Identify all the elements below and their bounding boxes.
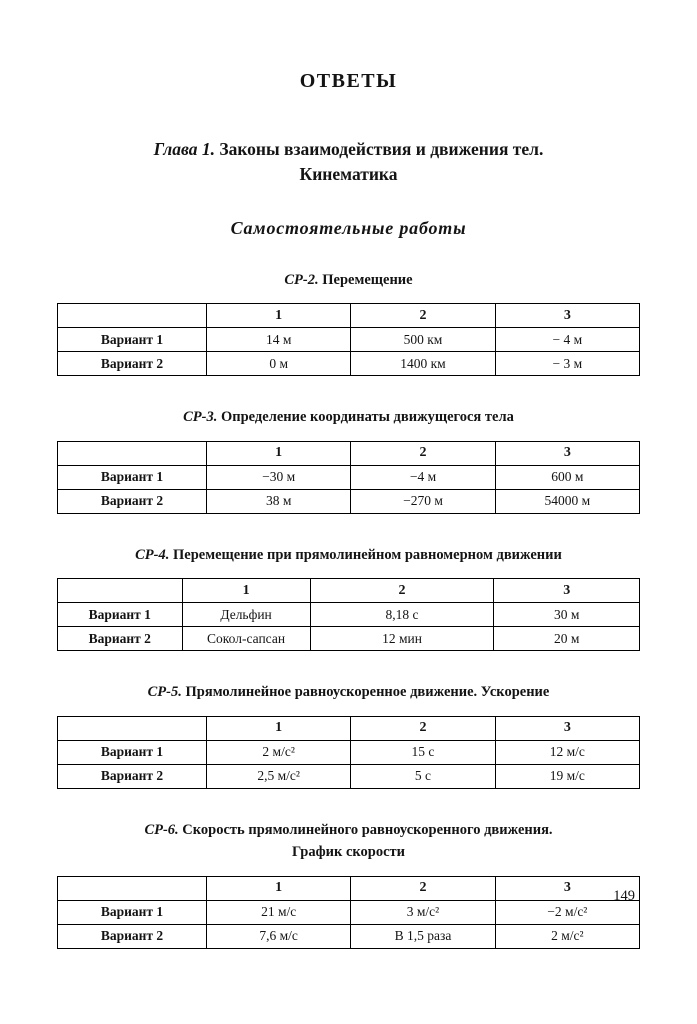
chapter-heading <box>20 137 677 188</box>
corner-cell <box>58 441 207 465</box>
answer-cell: 20 м <box>494 627 640 651</box>
row-label: Вариант 2 <box>58 924 207 948</box>
table-row <box>58 328 640 352</box>
page-number: 149 <box>613 888 635 904</box>
chapter-heading-line2: Кинематика <box>299 164 398 185</box>
table-row <box>58 465 640 489</box>
answers-table-sr6 <box>57 876 640 949</box>
row-label: Вариант 1 <box>58 603 183 627</box>
answers-section-sr6 <box>57 819 640 949</box>
column-header: 3 <box>495 441 639 465</box>
answer-cell: 3 м/с² <box>351 900 495 924</box>
chapter-heading-line1 <box>20 137 677 162</box>
table-title-prefix: СР-3. <box>183 409 218 426</box>
answer-cell: 30 м <box>494 603 640 627</box>
table-title <box>57 681 640 703</box>
answers-table-sr5 <box>57 716 640 789</box>
table-row <box>58 489 640 513</box>
answer-cell: 12 м/с <box>495 740 639 764</box>
column-header: 1 <box>206 876 350 900</box>
answer-cell: 600 м <box>495 465 639 489</box>
row-label: Вариант 2 <box>58 352 207 376</box>
corner-cell <box>58 579 183 603</box>
row-label: Вариант 1 <box>58 740 207 764</box>
table-title <box>57 544 640 566</box>
row-label: Вариант 1 <box>58 900 207 924</box>
column-header: 1 <box>206 304 350 328</box>
answer-cell: 8,18 с <box>310 603 494 627</box>
answer-cell: 19 м/с <box>495 764 639 788</box>
column-header: 3 <box>495 876 639 900</box>
table-header-row <box>58 716 640 740</box>
chapter-number: Глава 1. <box>153 139 215 159</box>
row-label: Вариант 2 <box>58 489 207 513</box>
table-title-text: Определение координаты движущегося тела <box>220 409 514 426</box>
answer-cell: 5 с <box>351 764 495 788</box>
answer-cell: − 3 м <box>495 352 639 376</box>
answers-table-sr4 <box>57 578 640 651</box>
column-header: 1 <box>182 579 310 603</box>
answer-cell: − 4 м <box>495 328 639 352</box>
page-title: ОТВЕТЫ <box>299 70 398 92</box>
corner-cell <box>58 716 207 740</box>
row-label: Вариант 1 <box>58 465 207 489</box>
answers-table-sr2 <box>57 303 640 376</box>
answer-cell: 2,5 м/с² <box>206 764 350 788</box>
table-title-prefix: СР-6. <box>144 821 179 838</box>
table-title-prefix: СР-4. <box>135 546 170 563</box>
answer-cell: 1400 км <box>351 352 495 376</box>
table-title <box>57 406 640 428</box>
answer-cell: 12 мин <box>310 627 494 651</box>
table-title-text: Скорость прямолинейного равноускоренного движения. <box>182 821 553 838</box>
table-row <box>58 900 640 924</box>
column-header: 2 <box>351 441 495 465</box>
column-header: 2 <box>310 579 494 603</box>
answer-cell: −4 м <box>351 465 495 489</box>
answer-cell: −2 м/с² <box>495 900 639 924</box>
table-title <box>57 269 640 291</box>
row-label: Вариант 2 <box>58 764 207 788</box>
table-header-row <box>58 441 640 465</box>
answers-section-sr5 <box>57 681 640 788</box>
corner-cell <box>58 876 207 900</box>
answer-cell: 500 км <box>351 328 495 352</box>
answer-cell: 14 м <box>206 328 350 352</box>
table-title-prefix: СР-2. <box>284 271 319 288</box>
answer-cell: 0 м <box>206 352 350 376</box>
answer-cell: −30 м <box>206 465 350 489</box>
section-heading: Самостоятельные работы <box>230 217 467 238</box>
answer-cell: 15 с <box>351 740 495 764</box>
column-header: 3 <box>494 579 640 603</box>
table-title-prefix: СР-5. <box>147 684 182 701</box>
table-row <box>58 352 640 376</box>
answer-cell: −270 м <box>351 489 495 513</box>
answer-cell: 38 м <box>206 489 350 513</box>
table-header-row <box>58 579 640 603</box>
answers-section-sr3 <box>57 406 640 513</box>
column-header: 2 <box>351 304 495 328</box>
corner-cell <box>58 304 207 328</box>
table-title-line2: График скорости <box>291 844 406 861</box>
row-label: Вариант 1 <box>58 328 207 352</box>
answer-cell: 54000 м <box>495 489 639 513</box>
answer-cell: Дельфин <box>182 603 310 627</box>
table-row <box>58 764 640 788</box>
table-title-text: Прямолинейное равноускоренное движение. Ускорение <box>185 684 550 701</box>
answer-cell: 2 м/с² <box>495 924 639 948</box>
column-header: 2 <box>351 716 495 740</box>
column-header: 2 <box>351 876 495 900</box>
answer-cell: В 1,5 раза <box>351 924 495 948</box>
table-row <box>58 603 640 627</box>
column-header: 1 <box>206 716 350 740</box>
column-header: 3 <box>495 716 639 740</box>
answers-table-sr3 <box>57 441 640 514</box>
table-title-text: Перемещение при прямолинейном равномерном движении <box>172 546 562 563</box>
column-header: 3 <box>495 304 639 328</box>
column-header: 1 <box>206 441 350 465</box>
table-title <box>57 819 640 864</box>
table-row <box>58 740 640 764</box>
table-row <box>58 924 640 948</box>
table-header-row <box>58 876 640 900</box>
answer-cell: 2 м/с² <box>206 740 350 764</box>
table-title-text: Перемещение <box>322 271 413 288</box>
answers-section-sr4 <box>57 544 640 651</box>
answer-cell: 7,6 м/с <box>206 924 350 948</box>
row-label: Вариант 2 <box>58 627 183 651</box>
chapter-title-text: Законы взаимодействия и движения тел. <box>219 139 544 159</box>
table-row <box>58 627 640 651</box>
answers-section-sr2 <box>57 269 640 376</box>
table-header-row <box>58 304 640 328</box>
answer-cell: 21 м/с <box>206 900 350 924</box>
answer-cell: Сокол-сапсан <box>182 627 310 651</box>
